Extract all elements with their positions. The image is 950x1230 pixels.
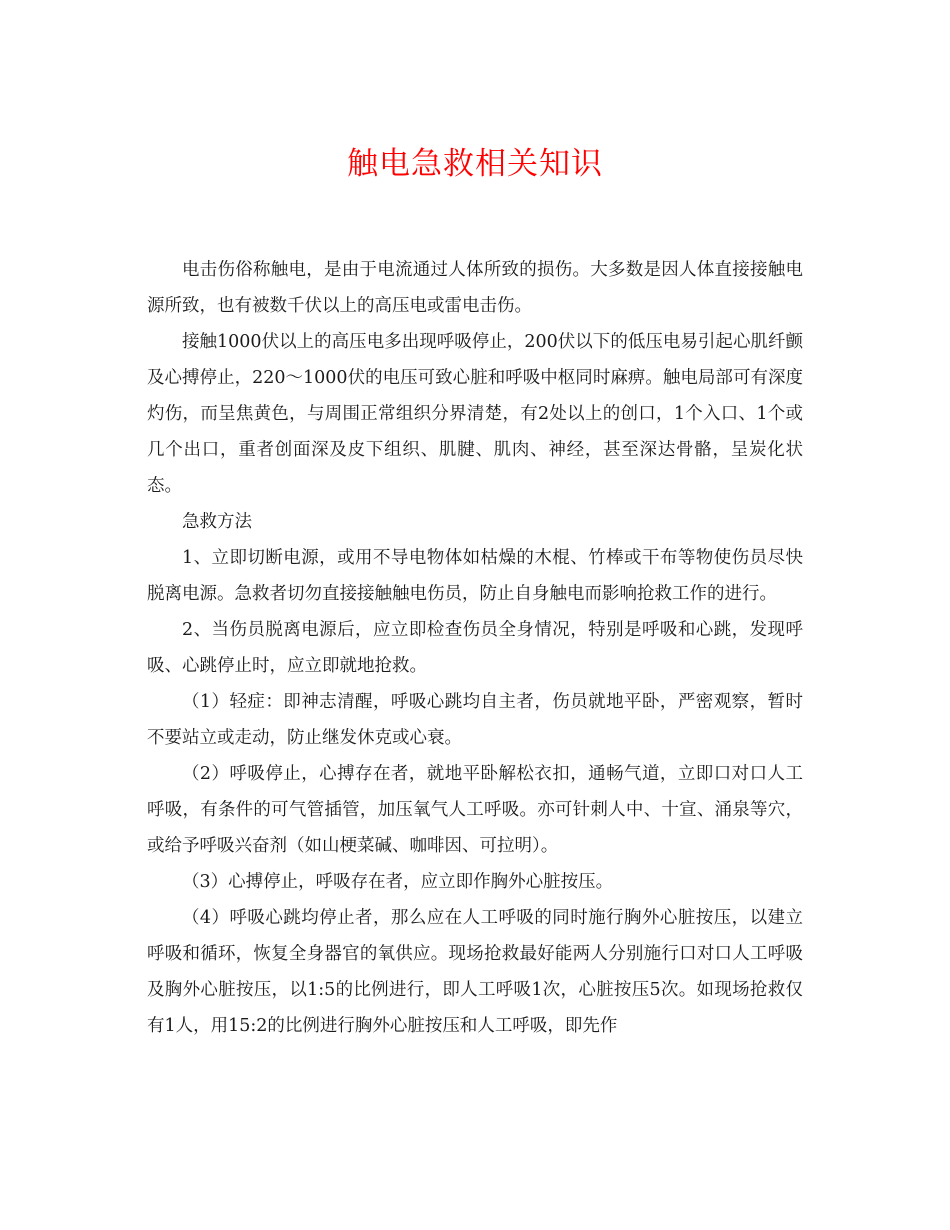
document-title: 触电急救相关知识 xyxy=(347,146,603,182)
paragraph-intro: 电击伤俗称触电，是由于电流通过人体所致的损伤。大多数是因人体直接接触电源所致，也有被数千伏以上的高压电或雷电击伤。 xyxy=(147,260,803,316)
paragraph-step-1: 1、立即切断电源，或用不导电物体如枯燥的木棍、竹棒或干布等物使伤员尽快脱离电源。急救者切勿直接接触触电伤员，防止自身触电而影响抢救工作的进行。 xyxy=(147,548,803,604)
paragraph-step-2: 2、当伤员脱离电源后，应立即检查伤员全身情况，特别是呼吸和心跳，发现呼吸、心跳停止时，应立即就地抢救。 xyxy=(147,620,803,676)
section-heading-first-aid: 急救方法 xyxy=(182,512,252,532)
paragraph-mild-case: （1）轻症：即神志清醒，呼吸心跳均自主者，伤员就地平卧，严密观察，暂时不要站立或走动，防止继发休克或心衰。 xyxy=(147,692,803,748)
paragraph-voltage-effects: 接触1000伏以上的高压电多出现呼吸停止，200伏以下的低压电易引起心肌纤颤及心搏停止，220～1000伏的电压可致心脏和呼吸中枢同时麻痹。触电局部可有深度灼伤，而呈焦黄色，与周围正常组织分界清楚，有2处以上的创口，1个入口、1个或几个出口，重者创面深及皮下组织、肌腱、肌肉、神经，甚至深达骨骼，呈炭化状态。 xyxy=(147,332,803,496)
paragraph-heart-stopped: （3）心搏停止，呼吸存在者，应立即作胸外心脏按压。 xyxy=(182,872,614,892)
document-body xyxy=(147,252,803,1044)
paragraph-both-stopped: （4）呼吸心跳均停止者，那么应在人工呼吸的同时施行胸外心脏按压，以建立呼吸和循环，恢复全身器官的氧供应。现场抢救最好能两人分别施行口对口人工呼吸及胸外心脏按压，以1:5的比例进行，即人工呼吸1次，心脏按压5次。如现场抢救仅有1人，用15:2的比例进行胸外心脏按压和人工呼吸，即先作 xyxy=(147,908,803,1036)
paragraph-breathing-stopped: （2）呼吸停止，心搏存在者，就地平卧解松衣扣，通畅气道，立即口对口人工呼吸，有条件的可气管插管，加压氧气人工呼吸。亦可针刺人中、十宣、涌泉等穴，或给予呼吸兴奋剂（如山梗菜碱、咖啡因、可拉明）。 xyxy=(147,764,803,856)
